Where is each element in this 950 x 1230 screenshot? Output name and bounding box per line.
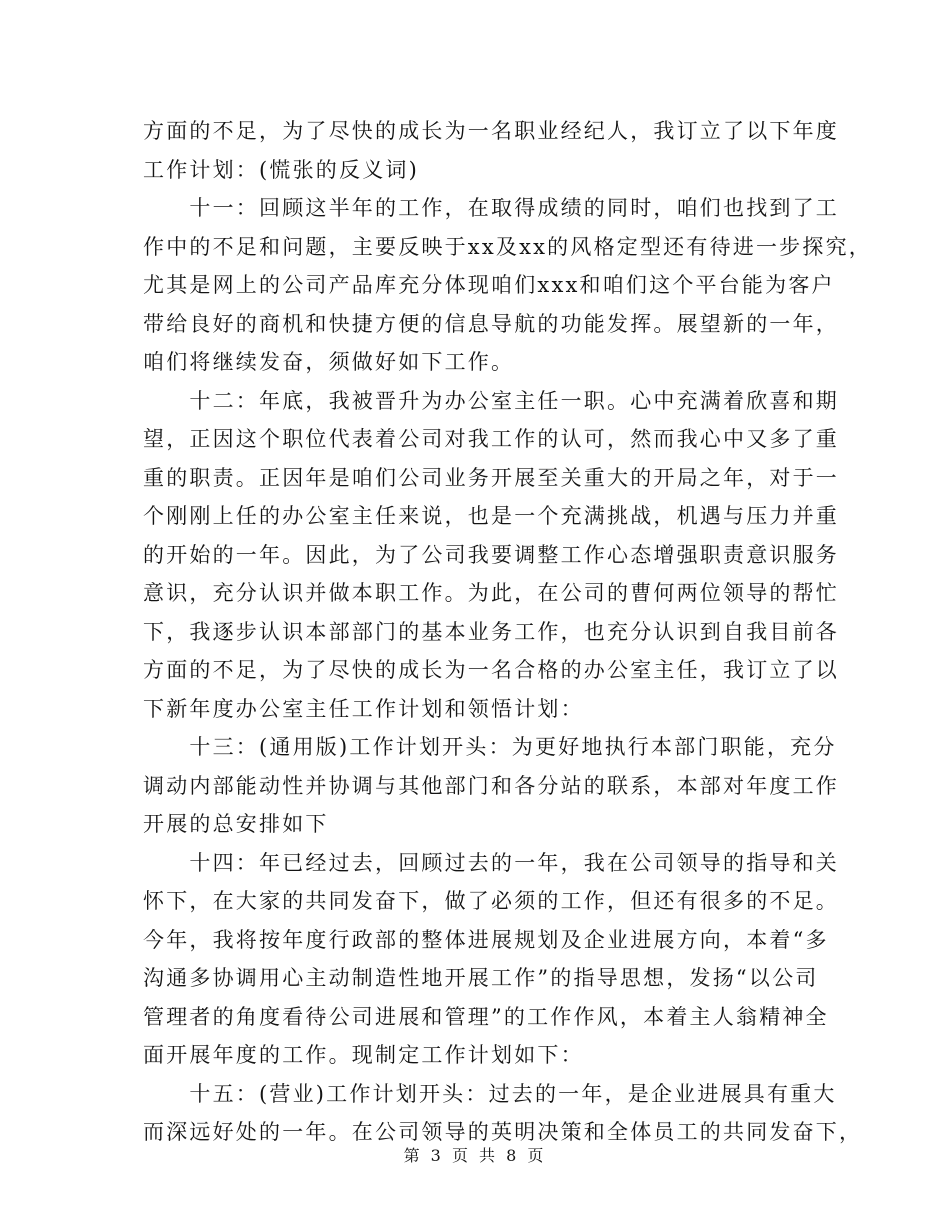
text-line: 意识，充分认识并做本职工作。为此，在公司的曹何两位领导的帮忙 xyxy=(143,581,839,605)
text-line: 面开展年度的工作。现制定工作计划如下： xyxy=(143,1043,584,1067)
text-line: 十五：(营业)工作计划开头：过去的一年，是企业进展具有重大 xyxy=(143,1081,837,1106)
body-text xyxy=(143,112,872,1152)
text-line: 管理者的角度看待公司进展和管理”的工作作风，本着主人翁精神全 xyxy=(143,1004,829,1029)
text-line: 沟通多协调用心主动制造性地开展工作”的指导思想，发扬“以公司 xyxy=(143,966,819,990)
text-line: 作中的不足和问题，主要反映于xx及xx的风格定型还有待进一步探究， xyxy=(143,234,872,259)
text-line: 十二：年底，我被晋升为办公室主任一职。心中充满着欣喜和期 xyxy=(143,388,839,413)
text-line: 咱们将继续发奋，须做好如下工作。 xyxy=(143,350,515,374)
text-line: 下，我逐步认识本部部门的基本业务工作，也充分认识到自我目前各 xyxy=(143,619,839,644)
text-line: 带给良好的商机和快捷方便的信息导航的功能发挥。展望新的一年， xyxy=(143,311,839,336)
text-line: 调动内部能动性并协调与其他部门和各分站的联系，本部对年度工作 xyxy=(143,773,839,798)
text-line: 个刚刚上任的办公室主任来说，也是一个充满挑战，机遇与压力并重 xyxy=(143,504,839,528)
text-line: 怀下，在大家的共同发奋下，做了必须的工作，但还有很多的不足。 xyxy=(143,889,839,913)
page-indicator: 第 3 页 共 8 页 xyxy=(403,1146,547,1165)
text-line: 十三：(通用版)工作计划开头：为更好地执行本部门职能，充分 xyxy=(143,735,837,759)
text-line: 开展的总安排如下 xyxy=(143,812,329,836)
text-line: 方面的不足，为了尽快的成长为一名职业经纪人，我订立了以下年度 xyxy=(143,119,839,143)
text-line: 下新年度办公室主任工作计划和领悟计划： xyxy=(143,696,584,721)
text-line: 而深远好处的一年。在公司领导的英明决策和全体员工的共同发奋下， xyxy=(143,1120,863,1144)
text-line: 方面的不足，为了尽快的成长为一名合格的办公室主任，我订立了以 xyxy=(143,658,839,682)
text-line: 的开始的一年。因此，为了公司我要调整工作心态增强职责意识服务 xyxy=(143,542,839,567)
text-line: 工作计划：(慌张的反义词) xyxy=(143,157,419,182)
text-line: 今年，我将按年度行政部的整体进展规划及企业进展方向，本着“多 xyxy=(143,927,829,952)
text-line: 尤其是网上的公司产品库充分体现咱们xxx和咱们这个平台能为客户 xyxy=(143,273,835,297)
text-line: 十四：年已经过去，回顾过去的一年，我在公司领导的指导和关 xyxy=(143,850,839,875)
text-line: 望，正因这个职位代表着公司对我工作的认可，然而我心中又多了重 xyxy=(143,427,839,451)
text-line: 十一：回顾这半年的工作，在取得成绩的同时，咱们也找到了工 xyxy=(143,196,839,220)
text-line: 重的职责。正因年是咱们公司业务开展至关重大的开局之年，对于一 xyxy=(143,465,839,490)
